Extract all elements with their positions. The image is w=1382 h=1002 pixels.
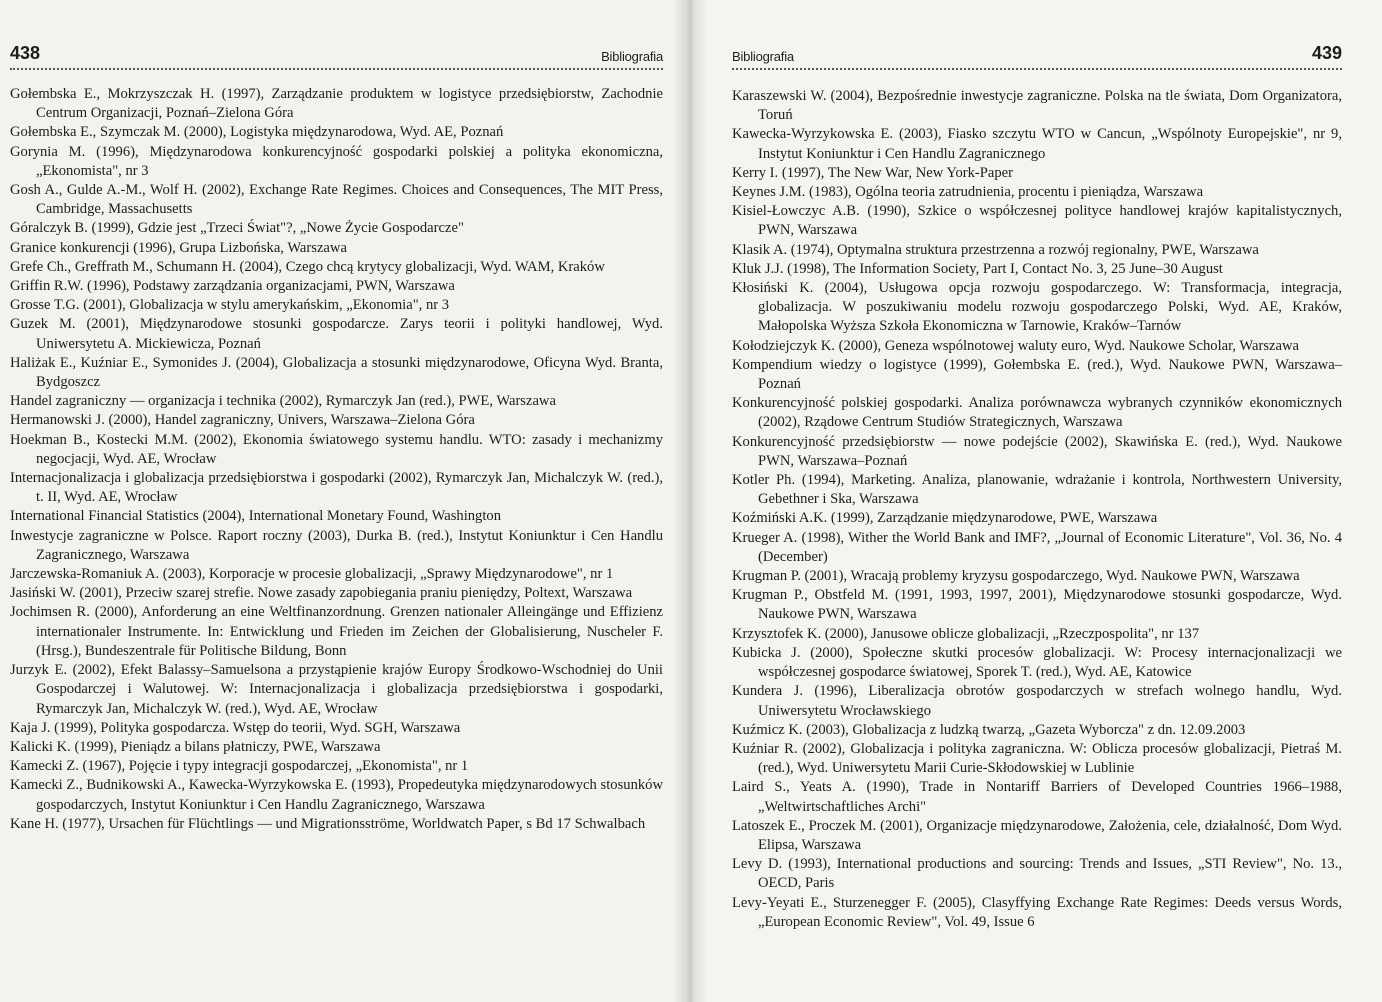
running-head: Bibliografia — [732, 49, 794, 64]
page-header — [10, 38, 663, 64]
bibliography-entry: Góralczyk B. (1999), Gdzie jest „Trzeci Świat"?, „Nowe Życie Gospodarcze" — [10, 220, 464, 237]
bibliography-entry: Kaja J. (1999), Polityka gospodarcza. Wstęp do teorii, Wyd. SGH, Warszawa — [10, 719, 461, 736]
bibliography-entry: Handel zagraniczny — organizacja i technika (2002), Rymarczyk Jan (red.), PWE, Warszawa — [10, 393, 556, 410]
bibliography-entry: Guzek M. (2001), Międzynarodowe stosunki gospodarcze. Zarys teorii i polityki handlowej, Wyd. Uniwersytetu A. Mickiewicza, Poznań — [10, 316, 663, 352]
bibliography-entry: Kisiel-Łowczyc A.B. (1990), Szkice o współczesnej polityce handlowej krajów kapitalistycznych, PWN, Warszawa — [732, 203, 1342, 239]
bibliography-entry: Kłosiński K. (2004), Usługowa opcja rozwoju gospodarczego. W: Transformacja, integracja, globalizacja. W poszukiwaniu modelu rozwoju gospodarczego Polski, Wyd. AE, Kraków, Małopolska Wyższa Szkoła Ekonomiczna w Tarnowie, Kraków–Tarnów — [732, 280, 1342, 335]
page-left — [0, 0, 685, 1002]
bibliography-entry: Internacjonalizacja i globalizacja przedsiębiorstwa i gospodarki (2002), Rymarczyk Jan, Michalczyk W. (red.), t. II, Wyd. AE, Wrocław — [10, 470, 663, 506]
bibliography-entry: Klasik A. (1974), Optymalna struktura przestrzenna a rozwój regionalny, PWE, Warszawa — [732, 241, 1259, 258]
bibliography-entry: Karaszewski W. (2004), Bezpośrednie inwestycje zagraniczne. Polska na tle świata, Dom Organizatora, Toruń — [732, 88, 1342, 124]
bibliography-entry: Keynes J.M. (1983), Ogólna teoria zatrudnienia, procentu i pieniądza, Warszawa — [732, 184, 1204, 201]
bibliography-entry: Levy D. (1993), International productions and sourcing: Trends and Issues, „STI Review", No. 13., OECD, Paris — [732, 856, 1342, 892]
bibliography-entry: Krzysztofek K. (2000), Janusowe oblicze globalizacji, „Rzeczpospolita", nr 137 — [732, 625, 1200, 642]
bibliography-entry: Granice konkurencji (1996), Grupa Lizbońska, Warszawa — [10, 239, 347, 256]
bibliography-entry: Jurzyk E. (2002), Efekt Balassy–Samuelsona a przystąpienie krajów Europy Środkowo-Wschodniej do Unii Gospodarczej i Walutowej. W: Internacjonalizacja i globalizacja przedsiębiorstwa i gospodarki, Rymarczyk Jan, Michalczyk W. (red.), Wyd. AE, Wrocław — [10, 662, 663, 717]
bibliography-entry: Kuźniar R. (2002), Globalizacja i polityka zagraniczna. W: Oblicza procesów globalizacji, Pietraś M. (red.), Wyd. Uniwersytetu Marii Curie-Skłodowskiej w Lublinie — [732, 740, 1342, 777]
bibliography-entry: Jasiński W. (2001), Przeciw szarej strefie. Nowe zasady zapobiegania praniu pieniędzy, Poltext, Warszawa — [10, 585, 633, 602]
bibliography-entry: Kerry I. (1997), The New War, New York-Paper — [732, 164, 1013, 181]
bibliography-entry: Krueger A. (1998), Wither the World Bank and IMF?, „Journal of Economic Literature", Vol. 36, No. 4 (December) — [732, 529, 1342, 565]
bibliography-entry: Koźmiński A.K. (1999), Zarządzanie międzynarodowe, PWE, Warszawa — [732, 510, 1158, 527]
bibliography-entry: Kawecka-Wyrzykowska E. (2003), Fiasko szczytu WTO w Cancun, „Wspólnoty Europejskie", nr 9, Instytut Koniunktur i Cen Handlu Zagranicznego — [732, 126, 1342, 162]
bibliography-entry: Kołodziejczyk K. (2000), Geneza wspólnotowej waluty euro, Wyd. Naukowe Scholar, Warszawa — [732, 337, 1300, 354]
bibliography-entry: Kamecki Z. (1967), Pojęcie i typy integracji gospodarczej, „Ekonomista", nr 1 — [10, 758, 469, 775]
bibliography-entry: Hermanowski J. (2000), Handel zagraniczny, Univers, Warszawa–Zielona Góra — [10, 412, 475, 429]
page-right — [685, 0, 1382, 1002]
bibliography-entry: Kompendium wiedzy o logistyce (1999), Gołembska E. (red.), Wyd. Naukowe PWN, Warszawa–Poznań — [732, 356, 1342, 393]
bibliography-entry: Jochimsen R. (2000), Anforderung an eine Weltfinanzordnung. Grenzen nationaler Alleingänge und Effizienz internationaler Instrumente. In: Entwicklung und Frieden im Zeichen der Globalisierung, Nuscheler F. (Hrsg.), Bundeszentrale für Politische Bildung, Bonn — [10, 604, 663, 659]
bibliography-entry: Kotler Ph. (1994), Marketing. Analiza, planowanie, wdrażanie i kontrola, Northwestern University, Gebethner i Ska, Warszawa — [732, 472, 1342, 508]
bibliography-entry: Haliżak E., Kuźniar E., Symonides J. (2004), Globalizacja a stosunki międzynarodowe, Oficyna Wyd. Branta, Bydgoszcz — [10, 354, 663, 391]
bibliography-entry: Laird S., Yeats A. (1990), Trade in Nontariff Barriers of Developed Countries 1966–1988, „Weltwirtschaftliches Archi" — [732, 779, 1342, 815]
bibliography-entry: Gorynia M. (1996), Międzynarodowa konkurencyjność gospodarki polskiej a polityka ekonomiczna, „Ekonomista", nr 3 — [10, 143, 663, 179]
bibliography-entry: Gosh A., Gulde A.-M., Wolf H. (2002), Exchange Rate Regimes. Choices and Consequences, The MIT Press, Cambridge, Massachusetts — [10, 182, 663, 218]
bibliography-entry: Jarczewska-Romaniuk A. (2003), Korporacje w procesie globalizacji, „Sprawy Międzynarodowe", nr 1 — [10, 566, 614, 583]
bibliography-entry: Krugman P., Obstfeld M. (1991, 1993, 1997, 2001), Międzynarodowe stosunki gospodarcze, Wyd. Naukowe PWN, Warszawa — [732, 587, 1342, 623]
bibliography-list — [732, 87, 1342, 932]
dotted-rule — [10, 68, 663, 70]
bibliography-entry: Levy-Yeyati E., Sturzenegger F. (2005), Clasyffying Exchange Rate Regimes: Deeds versus Words, „European Economic Review", Vol. 49, Issue 6 — [732, 894, 1342, 930]
bibliography-entry: Grefe Ch., Greffrath M., Schumann H. (2004), Czego chcą krytycy globalizacji, Wyd. WAM, Kraków — [10, 258, 605, 275]
bibliography-entry: Kundera J. (1996), Liberalizacja obrotów gospodarczych w strefach wolnego handlu, Wyd. Uniwersytetu Wrocławskiego — [732, 683, 1342, 719]
page-number: 439 — [1311, 43, 1342, 63]
bibliography-entry: Kalicki K. (1999), Pieniądz a bilans płatniczy, PWE, Warszawa — [10, 738, 381, 755]
bibliography-entry: Kuźmicz K. (2003), Globalizacja z ludzką twarzą, „Gazeta Wyborcza" z dn. 12.09.2003 — [732, 721, 1246, 738]
bibliography-entry: Kluk J.J. (1998), The Information Society, Part I, Contact No. 3, 25 June–30 August — [732, 260, 1223, 277]
page-header — [732, 38, 1342, 64]
bibliography-entry: Kane H. (1977), Ursachen für Flüchtlings — und Migrationsströme, Worldwatch Paper, s Bd 17 Schwalbach — [10, 815, 646, 832]
bibliography-entry: Gołembska E., Szymczak M. (2000), Logistyka międzynarodowa, Wyd. AE, Poznań — [10, 124, 504, 141]
bibliography-entry: Hoekman B., Kostecki M.M. (2002), Ekonomia światowego systemu handlu. WTO: zasady i mechanizmy negocjacji, Wyd. AE, Wrocław — [10, 431, 663, 467]
bibliography-entry: Griffin R.W. (1996), Podstawy zarządzania organizacjami, PWN, Warszawa — [10, 278, 455, 295]
page-number: 438 — [10, 43, 41, 63]
bibliography-entry: Krugman P. (2001), Wracają problemy kryzysu gospodarczego, Wyd. Naukowe PWN, Warszawa — [732, 568, 1300, 585]
dotted-rule — [732, 68, 1342, 70]
bibliography-entry: Grosse T.G. (2001), Globalizacja w stylu amerykańskim, „Ekonomia", nr 3 — [10, 297, 450, 314]
bibliography-entry: Konkurencyjność polskiej gospodarki. Analiza porównawcza wybranych czynników ekonomicznych (2002), Rządowe Centrum Studiów Strategicznych, Warszawa — [732, 395, 1342, 431]
bibliography-entry: Latoszek E., Proczek M. (2001), Organizacje międzynarodowe, Założenia, cele, działalność, Dom Wyd. Elipsa, Warszawa — [732, 817, 1342, 853]
bibliography-entry: Kamecki Z., Budnikowski A., Kawecka-Wyrzykowska E. (1993), Propedeutyka międzynarodowych stosunków gospodarczych, Instytut Koniunktur i Cen Handlu Zagranicznego, Warszawa — [10, 777, 663, 813]
bibliography-entry: Kubicka J. (2000), Społeczne skutki procesów globalizacji. W: Procesy internacjonalizacji we współczesnej gospodarce światowej, Sporek T. (red.), Wyd. AE, Katowice — [732, 644, 1342, 681]
bibliography-entry: International Financial Statistics (2004), International Monetary Found, Washington — [10, 508, 501, 525]
running-head: Bibliografia — [601, 49, 663, 64]
bibliography-entry: Gołembska E., Mokrzyszczak H. (1997), Zarządzanie produktem w logistyce przedsiębiorstw, Zachodnie Centrum Organizacji, Poznań–Zielona Góra — [10, 86, 663, 122]
bibliography-list — [10, 85, 663, 834]
bibliography-entry: Konkurencyjność przedsiębiorstw — nowe podejście (2002), Skawińska E. (red.), Wyd. Naukowe PWN, Warszawa–Poznań — [732, 433, 1342, 469]
book-gutter-shadow — [672, 0, 708, 1002]
bibliography-entry: Inwestycje zagraniczne w Polsce. Raport roczny (2003), Durka B. (red.), Instytut Koniunktur i Cen Handlu Zagranicznego, Warszawa — [10, 527, 663, 563]
